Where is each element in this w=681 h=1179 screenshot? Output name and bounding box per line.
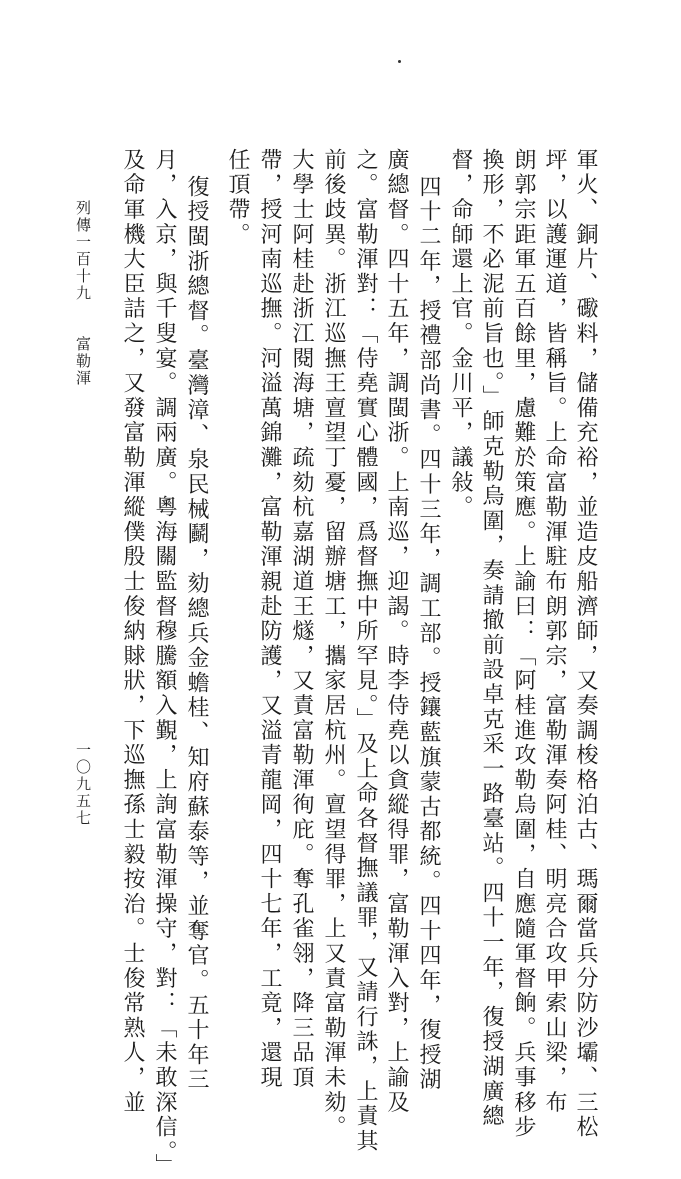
text-column: 及命軍機大臣詰之，又發富勒渾縱僕殷士俊納賕狀，下巡撫孫士毅按治。士俊常熟人，並 (120, 148, 145, 1116)
text-column: 大學士阿桂赴浙江閱海塘，疏劾杭嘉湖道王燧，又責富勒渾徇庇。奪孔雀翎，降三品頂 (289, 148, 314, 1091)
text-column: 換形，不必泥前旨也。」師克勒烏圍，奏請撤前設卓克采一路臺站。四十一年，復授湖廣總 (479, 148, 504, 1129)
text-column: 坪，以護運道，皆稱旨。上命富勒渾駐布朗郭宗，富勒渾奏阿桂、明亮合攻甲索山梁，布 (542, 148, 567, 1116)
text-column: 朗郭宗距軍五百餘里，慮難於策應。上諭曰：「阿桂進攻勒烏圍，自應隨軍督餉。兵事移步 (511, 148, 536, 1140)
text-column: 帶，授河南巡撫。河溢萬錦灘，富勒渾親赴防護，又溢青龍岡，四十七年，工竟，還現 (257, 148, 282, 1091)
scan-speck (398, 60, 401, 63)
text-column: 月，入京，與千叟宴。調兩廣。粵海關監督穆騰額入覲，上詢富勒渾操守，對：「未敢深信。」 (152, 148, 177, 1179)
text-column: 督，命師還上官。金川平，議敍。 (448, 148, 473, 520)
text-column: 前後歧異。浙江巡撫王亶望丁憂，留辦塘工，攜家居杭州。亶望得罪，上又責富勒渾未劾。 (321, 148, 346, 1140)
running-head: 列傳一百十九 富勒渾 (74, 200, 92, 387)
text-column: 任頂帶。 (225, 148, 250, 248)
text-column: 之。富勒渾對：「侍堯實心體國，爲督撫中所罕見。」及上命各督撫議罪，又請行誅，上責其 (353, 148, 378, 1154)
text-column: 軍火、銅片、礮料，儲備充裕，並造皮船濟師，又奏調梭格泊古、瑪爾當兵分防沙壩、三松 (573, 148, 598, 1140)
text-column: 廣總督。四十五年，調閩浙。上南巡，迎謁。時李侍堯以貪縱得罪，富勒渾入對，上諭及 (384, 148, 409, 1116)
text-column: 復授閩浙總督。臺灣漳、泉民械鬬，劾總兵金蟾桂、知府蘇泰等，並奪官。五十年三 (184, 175, 209, 1093)
text-column: 四十二年，授禮部尚書。四十三年，調工部。授鑲藍旗蒙古都統。四十四年，復授湖 (416, 175, 441, 1093)
page-number: 一〇九五七 (74, 742, 92, 827)
